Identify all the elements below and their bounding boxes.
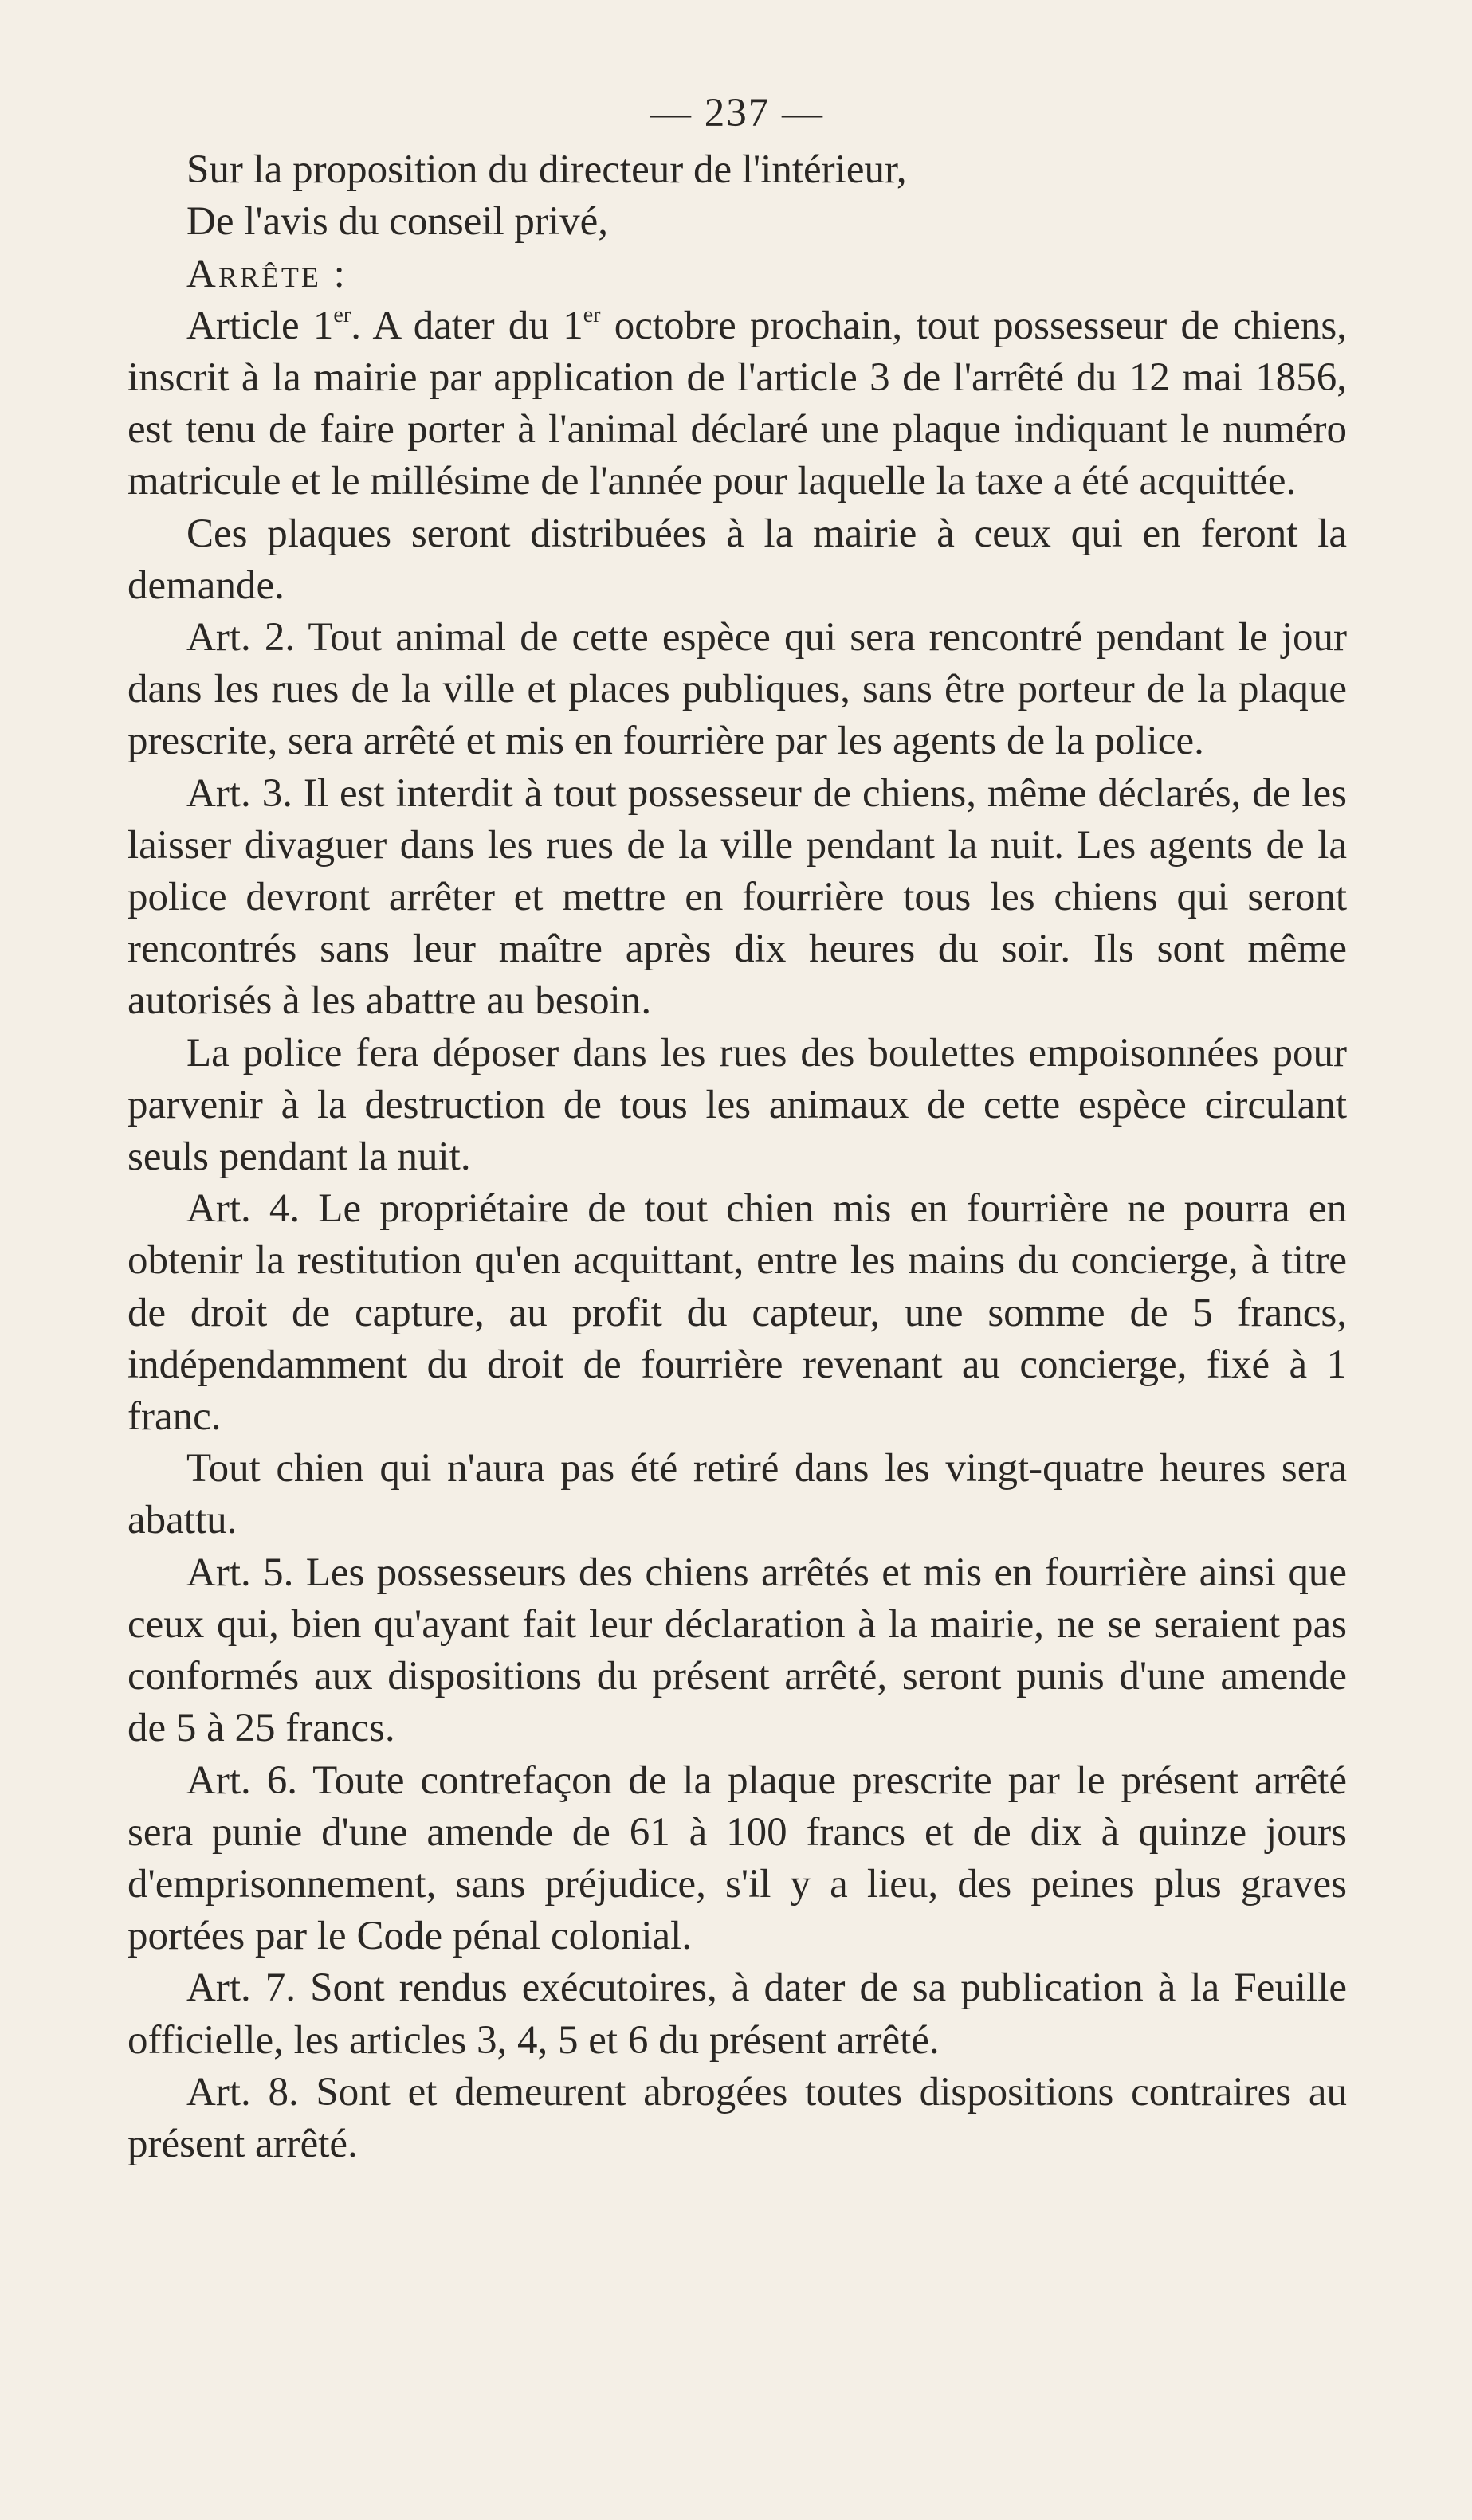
page-number: — 237 — — [650, 91, 824, 135]
article-1-label-sup: er — [333, 302, 351, 327]
decree-heading: Arrête : — [186, 251, 347, 296]
document-page — [128, 88, 1347, 2170]
article-1-text: octobre prochain, tout possesseur de chiens, inscrit à la mairie par application de l'article 3 de l'arrêté du 12 mai 1856, est tenu de faire porter à l'animal déclaré une plaque indiquant le numéro matricule et le millésime de l'année pour laquelle la taxe a été acquittée. — [128, 303, 1347, 504]
article-8: Art. 8. Sont et demeurent abrogées toutes dispositions contraires au présent arrêté. — [128, 2069, 1347, 2166]
article-2: Art. 2. Tout animal de cette espèce qui sera rencontré pendant le jour dans les rues de la ville et places publiques, sans être porteur de la plaque prescrite, sera arrêté et mis en fourrière par les agents de la police. — [128, 615, 1347, 764]
article-4: Art. 4. Le propriétaire de tout chien mis en fourrière ne pourra en obtenir la restitution qu'en acquittant, entre les mains du concierge, à titre de droit de capture, au profit du capteur, une somme de 5 francs, indépendamment du droit de fourrière revenant au concierge, fixé à 1 franc. — [128, 1186, 1347, 1440]
intro-line-proposition: Sur la proposition du directeur de l'intérieur, — [186, 147, 907, 193]
article-1-label: Article 1 — [186, 303, 334, 348]
article-3-police: La police fera déposer dans les rues des boulettes empoisonnées pour parvenir à la destruction de tous les animaux de cette espèce circulant seuls pendant la nuit. — [128, 1030, 1347, 1180]
article-1-plaques: Ces plaques seront distribuées à la mairie à ceux qui en feront la demande. — [128, 511, 1347, 608]
intro-line-avis: De l'avis du conseil privé, — [186, 199, 608, 245]
article-6: Art. 6. Toute contrefaçon de la plaque prescrite par le présent arrêté sera punie d'une amende de 61 à 100 francs et de dix à quinze jours d'emprisonnement, sans préjudice, s'il y a lieu, des peines plus graves portées par le Code pénal colonial. — [128, 1758, 1347, 1959]
article-4-abattu: Tout chien qui n'aura pas été retiré dans les vingt-quatre heures sera abattu. — [128, 1446, 1347, 1543]
article-7: Art. 7. Sont rendus exécutoires, à dater de sa publication à la Feuille officielle, les articles 3, 4, 5 et 6 du présent arrêté. — [128, 1965, 1347, 2063]
article-5: Art. 5. Les possesseurs des chiens arrêtés et mis en fourrière ainsi que ceux qui, bien qu'ayant fait leur déclaration à la mairie, ne se seraient pas conformés aux dispositions du présent arrêté, seront punis d'une amende de 5 à 25 francs. — [128, 1550, 1347, 1751]
article-1-date-sup: er — [583, 302, 601, 327]
article-1 — [128, 300, 1347, 508]
article-1-date: . A dater du 1 — [351, 303, 583, 348]
article-3: Art. 3. Il est interdit à tout possesseur de chiens, même déclarés, de les laisser divaguer dans les rues de la ville pendant la nuit. Les agents de la police devront arrêter et mettre en fourrière tous les chiens qui seront rencontrés sans leur maître après dix heures du soir. Ils sont même autorisés à les abattre au besoin. — [128, 770, 1347, 1024]
